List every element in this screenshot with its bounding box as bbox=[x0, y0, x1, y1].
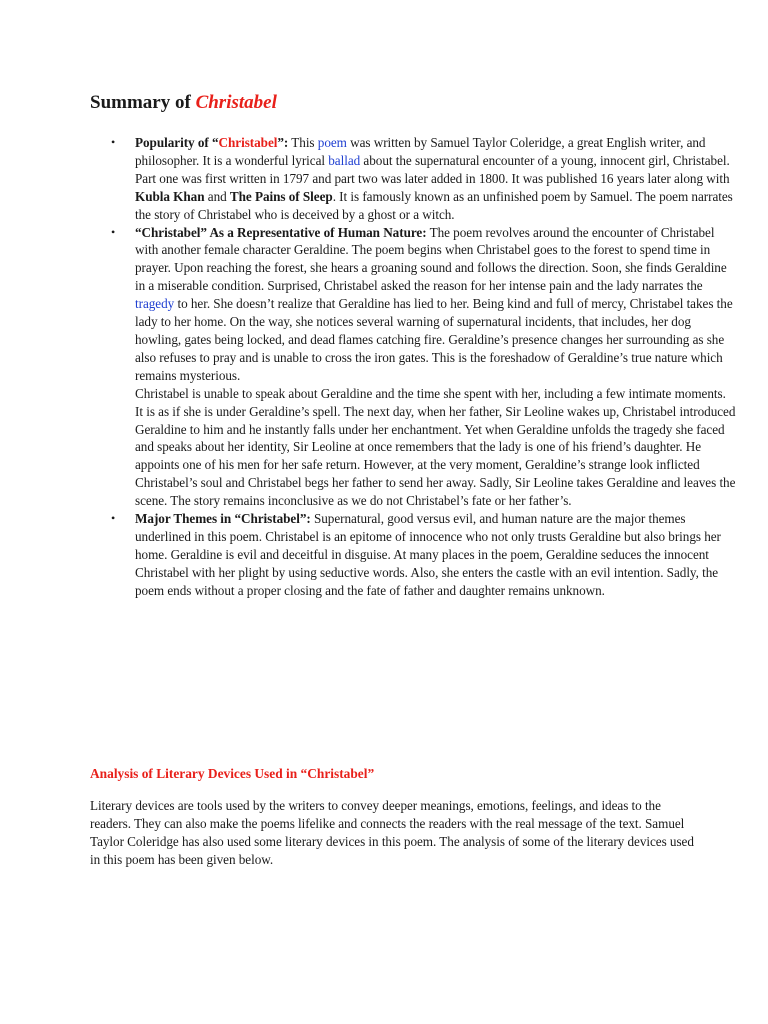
text-segment: and bbox=[204, 188, 230, 204]
link-poem[interactable]: poem bbox=[317, 135, 347, 150]
page-title bbox=[90, 91, 277, 115]
link-ballad[interactable]: ballad bbox=[328, 152, 361, 168]
bullet-glyph: • bbox=[111, 135, 116, 149]
lead-red-christabel: Christabel bbox=[218, 135, 278, 150]
link-tragedy[interactable]: tragedy bbox=[135, 296, 175, 312]
analysis-paragraph: Literary devices are tools used by the writers to convey deeper meanings, emotions, feelings, and ideas to the readers. They can also make the poems lifelike and connects the readers with the real message of the text. Samuel Taylor Coleridge has also used some literary devices in this poem. The analysis of some of the literary devices used in this poem has been given below. bbox=[90, 798, 694, 867]
text-segment: This bbox=[288, 135, 318, 150]
text-segment: Supernatural, good versus evil, and human nature are the major themes underlined in this poem. Christabel is an epitome of innocence who not only trusts Geraldine but also brings her home. Geraldine is evil and deceitful in disguise. At many places in the poem, Geraldine seduces the innocent Christabel with her plight by using seductive words. Also, she enters the castle with an evil intention. Sadly, the poem ends without a proper closing and the fate of father and daughter remains unknown. bbox=[135, 511, 721, 598]
bullet-lead-popularity bbox=[135, 135, 288, 150]
bold-pains-of-sleep: The Pains of Sleep bbox=[229, 188, 333, 204]
bullet-human-nature bbox=[111, 224, 737, 511]
bullet-glyph: • bbox=[111, 224, 116, 239]
bullet-lead-human-nature: “Christabel” As a Representative of Human Nature: bbox=[135, 224, 427, 240]
word-character: character bbox=[242, 242, 291, 258]
bullet-glyph: • bbox=[111, 511, 116, 526]
bold-kubla-khan: Kubla Khan bbox=[135, 188, 205, 204]
text-segment: Geraldine. The poem begins when Christabel goes to the forest to spend time in prayer. Upon reaching the forest, she hears a groaning sound and follows the direction. Soon, she finds Geraldine in a miserable condition. Surprised, Christabel asked the reason for her intense pain and the lady narrates the bbox=[135, 242, 727, 294]
summary-bullet-list bbox=[90, 134, 737, 600]
bullet-second-paragraph: Christabel is unable to speak about Geraldine and the time she spent with her, including a few intimate moments. It is as if she is under Geraldine’s spell. The next day, when her father, Sir Leoline wakes up, Christabel introduced Geraldine to him and he instantly falls under her enchantment. Yet when Geraldine unfolds the tragedy she faced and speaks about her identity, Sir Leoline at once remembers that the lady is one of his friend’s daughter. He appoints one of his men for her safe return. However, at the very moment, Geraldine’s strange look inflicted Christabel’s soul and Christabel begs her father to send her away. Sadly, Sir Leoline takes Geraldine and leaves the scene. The story remains inconclusive as we do not Christabel’s fate or her father’s. bbox=[135, 385, 736, 509]
bullet-major-themes bbox=[111, 510, 737, 600]
lead-end: ”: bbox=[277, 135, 289, 150]
text-segment: about the supernatural encounter of a young, innocent girl, Christabel. Part one was first written in 1797 and part two was later added in 1800. It was published 16 years later along with bbox=[135, 152, 730, 186]
bullet-popularity bbox=[111, 134, 737, 224]
text-segment: . It is famously known as an unfinished poem by Samuel. The poem narrates the story of Christabel who is deceived by a ghost or a witch. bbox=[135, 188, 733, 222]
lead-text: Popularity of “ bbox=[135, 135, 219, 150]
analysis-heading: Analysis of Literary Devices Used in “Christabel” bbox=[90, 766, 375, 781]
text-segment: to her. She doesn’t realize that Geraldine has lied to her. Being kind and full of mercy, Christabel takes the lady to her home. On the way, she notices several warning of supernatural incidents, that includes, her dog howling, gates being locked, and dead flames catching fire. Geraldine’s presence changes her surrounding as she also refuses to pray and is unable to cross the iron gates. This is the foreshadow of Geraldine’s true nature which remains mysterious. bbox=[135, 296, 733, 383]
bullet-lead-major-themes: Major Themes in “Christabel”: bbox=[135, 511, 311, 527]
text-segment: was written by Samuel Taylor Coleridge, a great English writer, and philosopher. It is a wonderful lyrical bbox=[135, 135, 706, 168]
text-segment: The poem revolves around the encounter of Christabel with another female bbox=[135, 224, 715, 258]
title-italic-christabel: Christabel bbox=[195, 92, 277, 113]
title-prefix: Summary of bbox=[90, 92, 196, 113]
